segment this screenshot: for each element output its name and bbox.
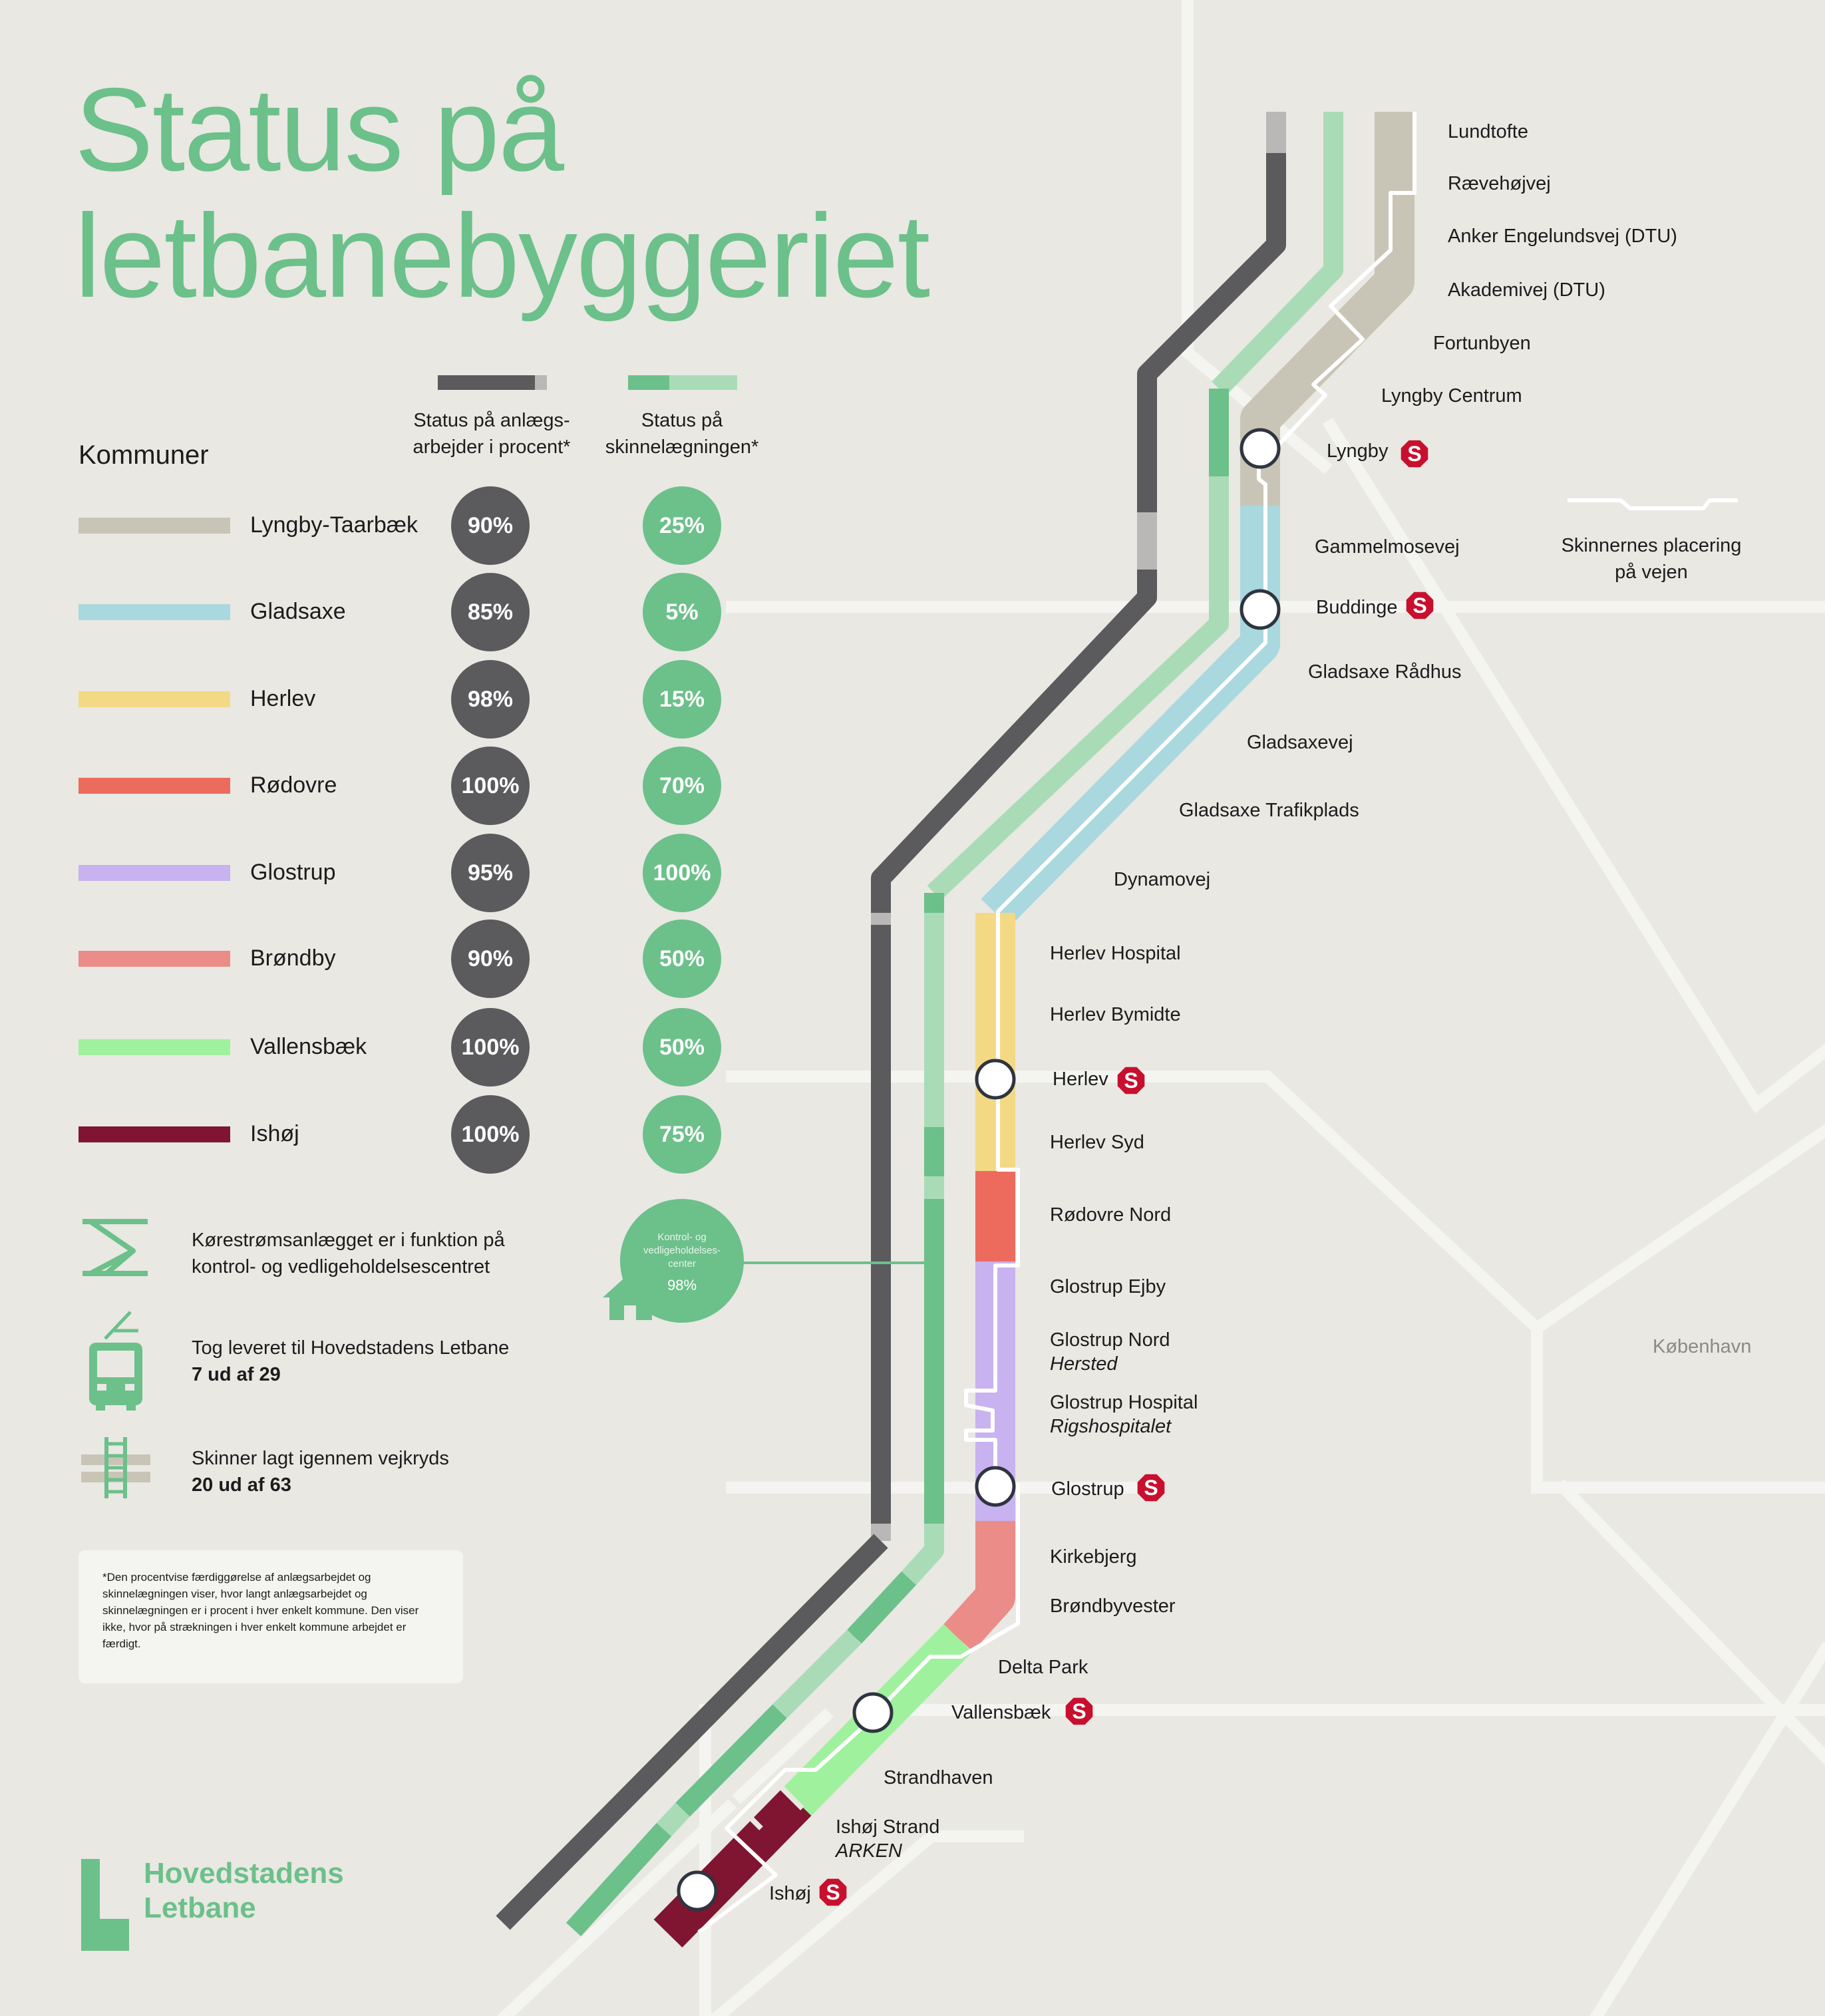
station-name: Gladsaxevej <box>1247 732 1353 753</box>
rail-position-legend <box>1538 532 1764 586</box>
fact-text: Tog leveret til Hovedstadens Letbane <box>192 1337 510 1359</box>
track-percent-badge: 75% <box>643 1095 721 1174</box>
station-name: Herlev Hospital <box>1050 943 1181 964</box>
station-name: Ishøj <box>769 1883 811 1904</box>
station-label <box>836 1815 939 1863</box>
construction-percent-badge: 95% <box>451 834 530 912</box>
control-center-badge <box>620 1199 744 1323</box>
control-center-percent: 98% <box>667 1277 697 1293</box>
station-name: Rødovre Nord <box>1050 1204 1172 1226</box>
station-label <box>1050 1545 1137 1569</box>
construction-line <box>503 1541 881 1923</box>
station-name: Kirkebjerg <box>1050 1546 1137 1568</box>
fact-value: 7 ud af 29 <box>192 1364 281 1385</box>
track-percent-badge: 25% <box>643 486 721 565</box>
fact-text: Skinner lagt igennem vejkryds <box>192 1448 449 1469</box>
municipality-swatch <box>79 518 230 534</box>
legend-rail-position-sample <box>1568 500 1738 508</box>
construction-percent-badge: 85% <box>451 573 530 651</box>
municipality-name: Ishøj <box>250 1121 299 1146</box>
s-train-letter: S <box>1124 1069 1138 1092</box>
station-label <box>1448 172 1551 196</box>
station-label <box>1050 941 1181 965</box>
track-percent-badge: 50% <box>643 1008 721 1087</box>
track-percent-badge: 50% <box>643 920 721 998</box>
track-line <box>854 1578 909 1637</box>
station-label <box>1448 224 1677 248</box>
track-line-light <box>664 1810 683 1830</box>
tram-icon <box>89 1312 142 1411</box>
station-name: Gladsaxe Trafikplads <box>1179 800 1359 821</box>
station-circle-buddinge <box>1242 591 1279 628</box>
construction-percent-badge: 90% <box>451 486 530 565</box>
station-subtitle: Hersted <box>1050 1353 1118 1375</box>
station-name: Glostrup Ejby <box>1050 1276 1166 1297</box>
station-subtitle: ARKEN <box>836 1840 902 1862</box>
s-train-letter: S <box>1407 442 1422 466</box>
station-name: Lyngby <box>1327 440 1389 462</box>
track-header-bar-light <box>669 375 737 390</box>
rail-crossing-icon <box>81 1437 150 1498</box>
fact-trams <box>192 1335 509 1388</box>
station-name: Glostrup Nord <box>1050 1329 1170 1351</box>
legend-line: på vejen <box>1615 562 1688 583</box>
station-name: Rævehøjvej <box>1448 173 1551 194</box>
track-header-line1: Status på <box>641 410 723 431</box>
station-name: Fortunbyen <box>1433 333 1531 354</box>
station-label <box>1050 1328 1170 1376</box>
track-header-bar <box>628 375 671 390</box>
station-label <box>1316 595 1398 619</box>
station-label <box>1050 1003 1181 1027</box>
construction-percent-badge: 100% <box>451 1095 530 1174</box>
station-label <box>1308 660 1462 684</box>
station-label <box>1050 1130 1144 1154</box>
catenary-icon <box>83 1222 148 1273</box>
construction-percent-badge: 90% <box>451 920 530 998</box>
municipality-name: Rødovre <box>250 772 337 798</box>
s-train-letter: S <box>1412 593 1427 617</box>
station-label <box>1050 1275 1166 1299</box>
station-name: Ishøj Strand <box>836 1816 940 1838</box>
station-label <box>769 1882 811 1906</box>
fact-catenary <box>192 1227 505 1280</box>
construction-header-bar <box>438 375 538 390</box>
brand-name <box>144 1856 344 1926</box>
municipality-name: Glostrup <box>250 860 336 885</box>
legend-line: Skinnernes placering <box>1561 535 1742 556</box>
station-circle-vallensbaek <box>854 1694 892 1731</box>
fact-text: Kørestrømsanlægget er i funktion på <box>192 1230 505 1251</box>
road <box>1537 1131 1825 1328</box>
station-name: Herlev Syd <box>1050 1132 1144 1153</box>
s-train-icon <box>1118 1067 1145 1094</box>
station-circle-herlev <box>977 1061 1014 1098</box>
municipality-name: Gladsaxe <box>250 599 346 624</box>
station-label <box>1247 731 1353 755</box>
s-train-icon <box>820 1879 847 1906</box>
station-label <box>884 1766 993 1790</box>
track-line-light <box>780 1637 854 1711</box>
station-name: Lundtofte <box>1448 121 1528 142</box>
municipality-name: Vallensbæk <box>250 1034 367 1059</box>
municipality-name: Lyngby-Taarbæk <box>250 512 418 538</box>
footnote-text: *Den procentvise færdiggørelse af anlægsarbejdet og skinnelægningen viser, hvor langt anlægsarbejdet og skinnelægningen er i procent i hver enkelt kommune. Den viser ikke, hvor på strækningen i hver enkelt kommune arbejdet er færdigt. <box>102 1571 419 1650</box>
station-name: Glostrup Hospital <box>1050 1392 1198 1413</box>
track-header-line2: skinnelægningen* <box>605 436 759 458</box>
construction-column-header <box>394 407 589 460</box>
city-label: København <box>1653 1336 1752 1357</box>
control-center-label: Kontrol- og vedligeholdelses-center <box>643 1232 721 1269</box>
station-name: Vallensbæk <box>951 1702 1051 1723</box>
municipality-name: Brøndby <box>250 945 336 971</box>
municipality-swatch <box>79 1126 230 1142</box>
municipality-name: Herlev <box>250 686 316 711</box>
track-percent-badge: 70% <box>643 747 721 825</box>
station-name: Lyngby Centrum <box>1381 385 1522 407</box>
station-name: Strandhaven <box>884 1767 993 1788</box>
station-name: Akademivej (DTU) <box>1448 279 1605 301</box>
fact-crossings <box>192 1445 449 1498</box>
title-line-1: Status på <box>75 63 564 196</box>
station-name: Dynamovej <box>1114 869 1211 890</box>
track-percent-badge: 5% <box>643 573 721 651</box>
road <box>1331 426 1825 1104</box>
municipality-swatch <box>79 1039 230 1055</box>
station-label <box>951 1701 1051 1725</box>
station-label <box>1315 535 1460 559</box>
station-label <box>1448 278 1605 302</box>
construction-percent-badge: 100% <box>451 747 530 825</box>
municipality-swatch <box>79 604 230 620</box>
station-circle-ishoj <box>679 1872 716 1910</box>
municipality-swatch <box>79 951 230 967</box>
station-name: Buddinge <box>1316 597 1398 618</box>
s-train-icon <box>1066 1698 1093 1725</box>
station-name: Brøndbyvester <box>1050 1596 1176 1617</box>
track-column-header <box>585 407 778 460</box>
title-line-2: letbanebyggeriet <box>75 190 929 322</box>
brand-logo-icon <box>81 1859 129 1951</box>
route-brondby <box>958 1521 995 1638</box>
construction-header-line2: arbejder i procent* <box>413 436 571 458</box>
station-label <box>1051 1477 1124 1501</box>
brand-line: Hovedstadens <box>144 1857 344 1890</box>
station-label <box>1448 120 1528 144</box>
footnote <box>79 1550 463 1683</box>
municipality-swatch <box>79 691 230 707</box>
s-train-icon <box>1407 592 1434 619</box>
brand-line: Letbane <box>144 1892 256 1924</box>
station-name: Delta Park <box>998 1657 1088 1678</box>
fact-value: 20 ud af 63 <box>192 1474 291 1496</box>
s-train-icon <box>1138 1474 1165 1502</box>
municipality-swatch <box>79 865 230 881</box>
station-name: Anker Engelundsvej (DTU) <box>1448 226 1677 247</box>
construction-header-line1: Status på anlægs- <box>413 410 570 431</box>
fact-text: kontrol- og vedligeholdelsescentret <box>192 1256 490 1277</box>
station-subtitle: Rigshospitalet <box>1050 1416 1172 1437</box>
station-name: Gammelmosevej <box>1315 536 1460 558</box>
s-train-icon <box>1401 440 1428 468</box>
station-circle-lyngby <box>1242 430 1279 467</box>
station-name: Gladsaxe Rådhus <box>1308 661 1462 683</box>
station-name: Herlev <box>1053 1069 1108 1090</box>
station-label <box>1050 1594 1176 1618</box>
track-percent-badge: 100% <box>643 834 721 912</box>
station-circle-glostrup <box>977 1468 1014 1505</box>
station-label <box>1179 798 1359 822</box>
municipality-swatch <box>79 778 230 794</box>
construction-percent-badge: 98% <box>451 660 530 739</box>
construction-percent-badge: 100% <box>451 1008 530 1087</box>
station-label <box>998 1655 1088 1679</box>
s-train-letter: S <box>1144 1476 1158 1500</box>
station-name: Glostrup <box>1051 1478 1124 1500</box>
station-label <box>1114 868 1210 892</box>
track-line-light <box>909 1524 934 1578</box>
station-label <box>1050 1391 1198 1438</box>
municipalities-heading: Kommuner <box>79 440 209 470</box>
construction-header-bar-light <box>535 375 547 390</box>
station-label <box>1381 384 1522 408</box>
station-label <box>1053 1067 1108 1091</box>
s-train-letter: S <box>1072 1699 1086 1723</box>
station-label <box>1050 1203 1171 1227</box>
station-label <box>1433 331 1531 355</box>
s-train-letter: S <box>826 1880 840 1904</box>
page-title <box>75 63 929 322</box>
track-percent-badge: 15% <box>643 660 721 739</box>
station-label <box>1327 439 1388 463</box>
station-name: Herlev Bymidte <box>1050 1004 1181 1025</box>
